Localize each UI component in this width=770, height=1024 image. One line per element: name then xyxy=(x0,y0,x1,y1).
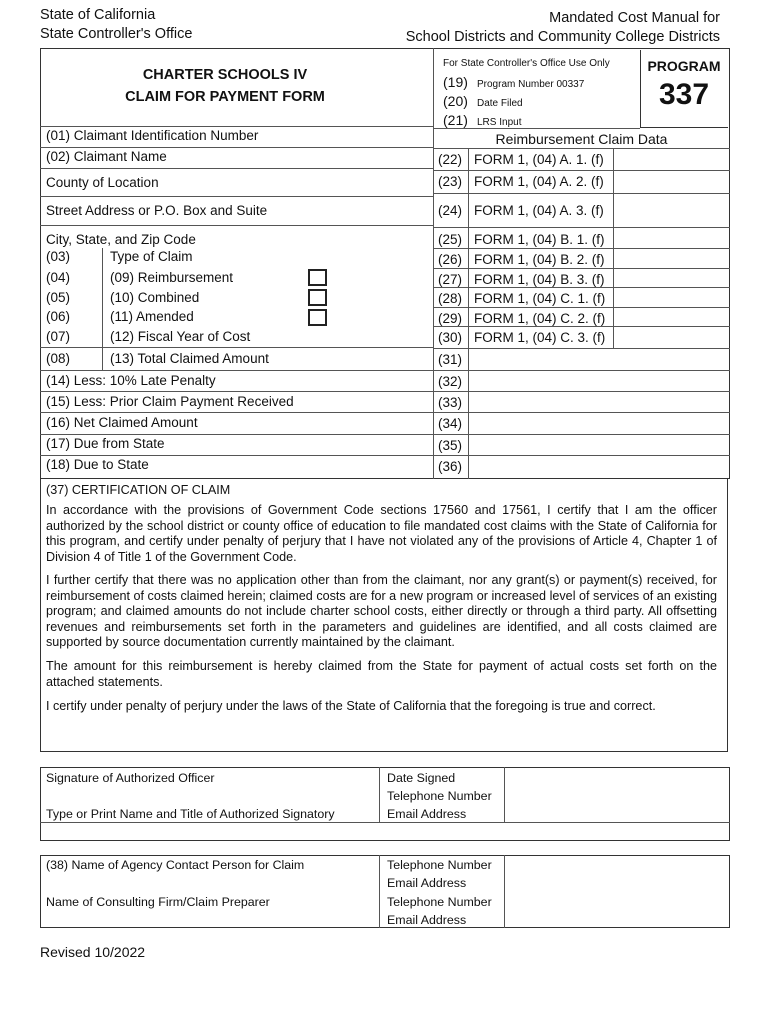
type-of-claim-label: Type of Claim xyxy=(110,249,193,264)
telephone-input[interactable] xyxy=(510,786,726,803)
claim-data-row: FORM 1, (04) C. 2. (f) xyxy=(474,311,606,326)
program-number: 337 xyxy=(658,78,710,111)
claimant-name-label: (02) Claimant Name xyxy=(46,149,167,164)
state-name: State of California xyxy=(40,7,156,23)
manual-title: Mandated Cost Manual for xyxy=(549,10,720,26)
date-signed-label: Date Signed xyxy=(387,771,456,785)
form-title: CHARTER SCHOOLS IV CLAIM FOR PAYMENT FORM xyxy=(125,67,325,105)
preparer-email-label: Email Address xyxy=(387,913,467,927)
program-label: PROGRAM xyxy=(647,58,721,74)
claimant-id-label: (01) Claimant Identification Number xyxy=(46,128,259,143)
claim-data-row: FORM 1, (04) B. 3. (f) xyxy=(474,272,605,287)
contact-telephone-label: Telephone Number xyxy=(387,858,492,872)
certification-paragraph: The amount for this reimbursement is hereby claimed from the State for payment of actual costs set forth on the attached statements. xyxy=(46,659,717,689)
claim-data-row: FORM 1, (04) A. 1. (f) xyxy=(474,152,604,167)
program-number-field: Program Number 00337 xyxy=(477,79,585,90)
email-label: Email Address xyxy=(387,807,467,821)
due-to-state-label: (18) Due to State xyxy=(46,457,149,472)
claim-data-row: FORM 1, (04) B. 1. (f) xyxy=(474,232,605,247)
certification-heading: (37) CERTIFICATION OF CLAIM xyxy=(46,483,231,497)
combined-checkbox[interactable] xyxy=(308,289,327,306)
revised-date: Revised 10/2022 xyxy=(40,944,146,960)
signatory-name-label: Type or Print Name and Title of Authorized Signatory xyxy=(46,807,335,821)
reimbursement-label: (09) Reimbursement xyxy=(110,270,234,285)
certification-paragraph: I further certify that there was no application other than from the claimant, nor any grant(s) or payment(s) received, for reimbursement of costs claimed herein; claimed costs are for a new program or increased level of services of an existing program; and claimed amounts do not include charter school costs, either directly or through a third party. All offsetting revenues and reimbursements set forth in the parameters and guidelines are identified, and all costs claimed are supported by source documentation currently maintained by the claimant. xyxy=(46,573,717,650)
reimbursement-checkbox[interactable] xyxy=(308,269,327,286)
manual-subtitle: School Districts and Community College Districts xyxy=(405,29,720,45)
consulting-firm-label: Name of Consulting Firm/Claim Preparer xyxy=(46,895,270,909)
agency-contact-label: (38) Name of Agency Contact Person for Claim xyxy=(46,858,305,872)
office-name: State Controller's Office xyxy=(40,26,193,42)
manual-header xyxy=(406,9,720,47)
contact-email-label: Email Address xyxy=(387,876,467,890)
claim-data-row: FORM 1, (04) A. 2. (f) xyxy=(474,174,604,189)
late-penalty-label: (14) Less: 10% Late Penalty xyxy=(46,373,216,388)
reimbursement-claim-data-heading: Reimbursement Claim Data xyxy=(495,131,668,147)
preparer-telephone-label: Telephone Number xyxy=(387,895,492,909)
street-address-label: Street Address or P.O. Box and Suite xyxy=(46,203,268,218)
combined-label: (10) Combined xyxy=(110,290,200,305)
lrs-input-field: LRS Input xyxy=(477,117,522,128)
net-claimed-label: (16) Net Claimed Amount xyxy=(46,415,198,430)
telephone-label: Telephone Number xyxy=(387,789,492,803)
date-filed-field: Date Filed xyxy=(477,98,523,109)
total-claimed-label: (13) Total Claimed Amount xyxy=(110,351,269,366)
county-label: County of Location xyxy=(46,175,159,190)
prior-payment-label: (15) Less: Prior Claim Payment Received xyxy=(46,394,294,409)
claim-data-row: FORM 1, (04) A. 3. (f) xyxy=(474,203,604,218)
claim-data-row: FORM 1, (04) C. 1. (f) xyxy=(474,291,606,306)
date-signed-input[interactable] xyxy=(510,768,726,785)
state-header xyxy=(40,6,192,44)
claim-data-row: FORM 1, (04) C. 3. (f) xyxy=(474,330,606,345)
amended-label: (11) Amended xyxy=(110,309,194,324)
amended-checkbox[interactable] xyxy=(308,309,327,326)
claim-data-row: FORM 1, (04) B. 2. (f) xyxy=(474,252,605,267)
email-input[interactable] xyxy=(510,804,726,821)
sco-use-label: For State Controller's Office Use Only xyxy=(443,58,610,69)
city-state-zip-label: City, State, and Zip Code xyxy=(46,232,196,247)
fiscal-year-label: (12) Fiscal Year of Cost xyxy=(110,329,251,344)
due-from-state-label: (17) Due from State xyxy=(46,436,165,451)
certification-paragraph: I certify under penalty of perjury under the laws of the State of California that the foregoing is true and correct. xyxy=(46,699,656,713)
signature-label: Signature of Authorized Officer xyxy=(46,771,215,785)
certification-paragraph: In accordance with the provisions of Government Code sections 17560 and 17561, I certify that I am the officer authorized by the school district or county office of education to file mandated cost claims with the State of California for this program, and certify under penalty of perjury that I have not violated any of the provisions of Article 4, Chapter 1 of Division 4 of Title 1 of the Government Code. xyxy=(46,503,717,564)
